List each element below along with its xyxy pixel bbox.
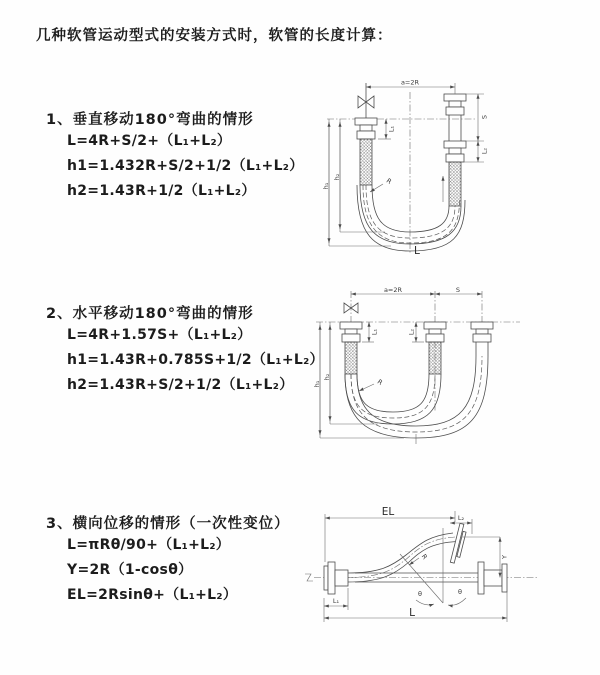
formula-L: L=4R+1.57S+（L₁+L₂） — [67, 327, 252, 343]
label-r: R — [384, 176, 394, 186]
label-l2: L₂ — [407, 328, 416, 336]
hose-bend — [345, 356, 488, 444]
label-s: S — [480, 114, 489, 120]
label-h2: h₂ — [333, 173, 341, 181]
middle-pipe-assembly — [424, 322, 446, 374]
label-r: R — [375, 377, 385, 387]
braided-hose-section — [360, 139, 372, 185]
tilted-flange — [450, 523, 467, 564]
label-theta-right: θ — [458, 588, 462, 596]
page-title: 几种软管运动型式的安装方式时，软管的长度计算： — [36, 28, 393, 44]
diagram-vertical-180-bend — [313, 76, 600, 258]
section-horizontal-movement — [46, 302, 324, 398]
dimension-lines — [313, 286, 482, 438]
dimension-lines — [322, 79, 489, 258]
straight-pipe-assembly — [324, 562, 507, 594]
label-h1: h₁ — [313, 380, 321, 388]
section-lateral-displacement — [46, 512, 290, 608]
label-l2: L₂ — [480, 147, 489, 155]
label-a2r: a=2R — [383, 286, 403, 294]
valve-icon — [358, 83, 374, 118]
braided-hose-section — [429, 342, 441, 374]
formula-h2: h2=1.43R+S/2+1/2（L₁+L₂） — [67, 377, 294, 393]
break-mark — [305, 574, 313, 581]
label-l: L — [409, 607, 415, 619]
label-l2: L₂ — [457, 514, 465, 522]
label-l1: L₁ — [370, 328, 379, 336]
formula-h2: h2=1.43R+1/2（L₁+L₂） — [67, 183, 256, 199]
formula-EL: EL=2Rsinθ+（L₁+L₂） — [67, 587, 238, 603]
section-1-heading: 1、垂直移动180°弯曲的情形 — [46, 112, 254, 128]
label-a2r: a=2R — [400, 78, 420, 87]
braided-hose-section — [345, 342, 357, 374]
section-3-heading: 3、横向位移的情形（一次性变位） — [46, 516, 290, 532]
section-2-heading: 2、水平移动180°弯曲的情形 — [46, 306, 254, 322]
label-h2: h₂ — [323, 373, 331, 381]
formula-L: L=πRθ/90+（L₁+L₂） — [67, 537, 231, 553]
right-pipe-assembly — [443, 94, 466, 206]
formula-h1: h1=1.432R+S/2+1/2（L₁+L₂） — [67, 158, 304, 174]
label-el: EL — [381, 506, 395, 518]
label-h1: h₁ — [322, 182, 330, 190]
formula-L: L=4R+S/2+（L₁+L₂） — [67, 133, 232, 149]
label-l: L — [414, 245, 420, 257]
braided-hose-section — [449, 162, 461, 206]
section-vertical-movement — [46, 108, 304, 204]
label-theta-left: θ — [418, 590, 422, 598]
label-l1: L₁ — [332, 597, 340, 605]
label-r: R — [419, 552, 429, 562]
label-s: S — [455, 286, 461, 294]
label-y: Y — [500, 555, 509, 559]
label-l1: L₁ — [387, 125, 396, 133]
formula-h1: h1=1.43R+0.785S+1/2（L₁+L₂） — [67, 352, 324, 368]
left-pipe-assembly — [355, 83, 377, 185]
right-pipe-assembly — [471, 322, 493, 356]
diagram-lateral-displacement — [300, 506, 600, 632]
formula-Y: Y=2R（1-cosθ） — [67, 562, 193, 578]
diagram-horizontal-180-bend — [308, 284, 600, 452]
